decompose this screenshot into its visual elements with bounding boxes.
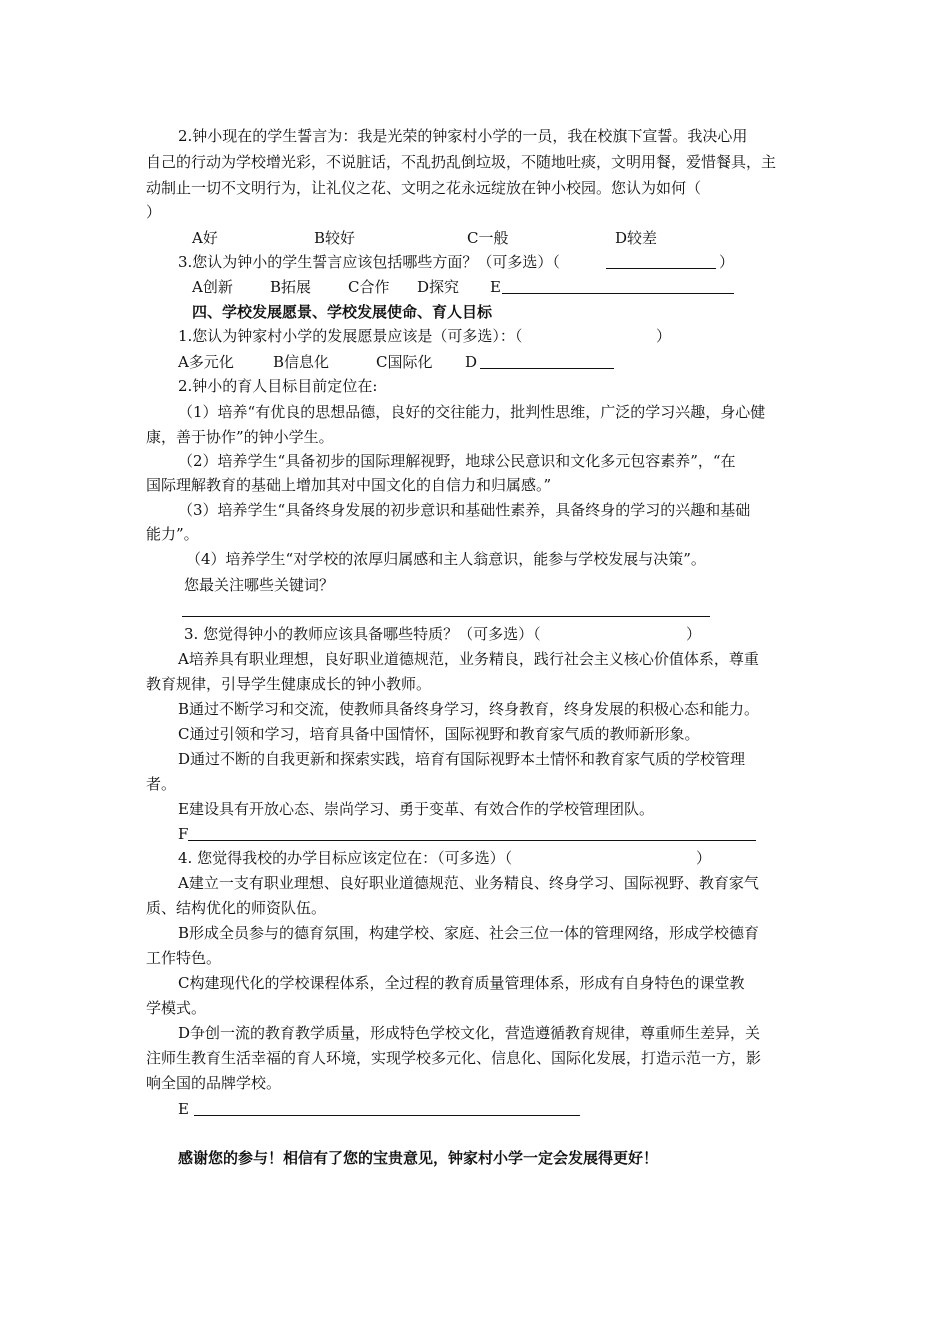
q2-option-d[interactable]: D较差 xyxy=(615,229,658,247)
s4-q4-option-e-blank[interactable] xyxy=(194,1115,580,1116)
q3-question: 3.您认为钟小的学生誓言应该包括哪些方面？（可多选）（ xyxy=(178,253,560,271)
q3-option-b[interactable]: B拓展 xyxy=(270,278,312,296)
q3-option-d[interactable]: D探究 xyxy=(417,278,460,296)
s4-q2-item-1-line-2: 康，善于协作”的钟小学生。 xyxy=(146,428,334,446)
s4-q4-option-b-line-1[interactable]: B形成全员参与的德育氛围，构建学校、家庭、社会三位一体的管理网络，形成学校德育 xyxy=(178,924,760,942)
s4-q1-option-d[interactable]: D xyxy=(465,353,478,371)
q3-option-c[interactable]: C合作 xyxy=(348,278,390,296)
s4-q3-option-c[interactable]: C通过引领和学习，培育具备中国情怀，国际视野和教育家气质的教师新形象。 xyxy=(178,725,700,743)
q2-option-a[interactable]: A好 xyxy=(192,229,218,247)
s4-q4-close-paren: ） xyxy=(696,849,712,867)
q2-oath-line-3: 动制止一切不文明行为，让礼仪之花、文明之花永远绽放在钟小校园。您认为如何（ xyxy=(146,179,702,197)
s4-q3-option-f-blank[interactable] xyxy=(188,840,756,841)
s4-q3-option-f[interactable]: F xyxy=(178,825,189,843)
s4-q1-close-paren: ） xyxy=(656,327,672,345)
s4-q3-option-d-line-1[interactable]: D通过不断的自我更新和探索实践，培育有国际视野本土情怀和教育家气质的学校管理 xyxy=(178,750,746,768)
s4-q4-option-d-line-3: 响全国的品牌学校。 xyxy=(146,1074,282,1092)
q3-option-e-blank[interactable] xyxy=(502,293,734,294)
q3-close-paren: ） xyxy=(719,253,735,271)
s4-q4-option-b-line-2: 工作特色。 xyxy=(146,949,222,967)
s4-q2-keyword-blank[interactable] xyxy=(182,616,710,617)
s4-q3-close-paren: ） xyxy=(686,625,702,643)
s4-q3-option-b[interactable]: B通过不断学习和交流，使教师具备终身学习，终身教育，终身发展的积极心态和能力。 xyxy=(178,700,760,718)
s4-q2-item-2-line-2: 国际理解教育的基础上增加其对中国文化的自信力和归属感。” xyxy=(146,476,552,494)
s4-q4-option-c-line-2: 学模式。 xyxy=(146,999,207,1017)
s4-q4-option-e[interactable]: E xyxy=(178,1100,189,1118)
s4-q4-option-d-line-2: 注师生教育生活幸福的育人环境，实现学校多元化、信息化、国际化发展，打造示范一方，影 xyxy=(146,1049,762,1067)
q2-option-c[interactable]: C一般 xyxy=(467,229,509,247)
s4-q1-option-d-blank[interactable] xyxy=(480,368,614,369)
s4-q4-option-a-line-2: 质、结构优化的师资队伍。 xyxy=(146,899,327,917)
s4-q3-option-e[interactable]: E建设具有开放心态、崇尚学习、勇于变革、有效合作的学校管理团队。 xyxy=(178,800,654,818)
s4-q2-item-3-line-2: 能力”。 xyxy=(146,525,199,543)
s4-q2-item-1-line-1: （1）培养“有优良的思想品德，良好的交往能力，批判性思维，广泛的学习兴趣，身心健 xyxy=(178,403,766,421)
s4-q2-intro: 2.钟小的育人目标目前定位在: xyxy=(178,377,378,395)
s4-q4-option-a-line-1[interactable]: A建立一支有职业理想、良好职业道德规范、业务精良、终身学习、国际视野、教育家气 xyxy=(178,874,759,892)
s4-q3-option-a-line-1[interactable]: A培养具有职业理想，良好职业道德规范，业务精良，践行社会主义核心价值体系，尊重 xyxy=(178,650,759,668)
q2-close-paren: ） xyxy=(146,203,162,221)
s4-q2-item-3-line-1: （3）培养学生“具备终身发展的初步意识和基础性素养，具备终身的学习的兴趣和基础 xyxy=(178,501,751,519)
s4-q2-item-4: （4）培养学生“对学校的浓厚归属感和主人翁意识，能参与学校发展与决策”。 xyxy=(186,550,706,568)
q2-oath-line-2: 自己的行动为学校增光彩，不说脏话，不乱扔乱倒垃圾，不随地吐痰，文明用餐，爱惜餐具，主 xyxy=(146,153,777,171)
q3-option-e[interactable]: E xyxy=(490,278,501,296)
q3-answer-blank[interactable] xyxy=(606,268,716,269)
q3-option-a[interactable]: A创新 xyxy=(192,278,233,296)
s4-q4-question: 4. 您觉得我校的办学目标应该定位在：（可多选）（ xyxy=(178,849,513,867)
s4-q1-question: 1.您认为钟家村小学的发展愿景应该是（可多选）：（ xyxy=(178,327,523,345)
s4-q2-keyword-prompt: 您最关注哪些关键词？ xyxy=(184,576,335,594)
section-4-title: 四、学校发展愿景、学校发展使命、育人目标 xyxy=(192,303,493,321)
closing-thanks: 感谢您的参与！相信有了您的宝贵意见，钟家村小学一定会发展得更好！ xyxy=(178,1149,659,1167)
s4-q1-option-b[interactable]: B信息化 xyxy=(273,353,330,371)
s4-q3-option-d-line-2: 者。 xyxy=(146,775,177,793)
s4-q4-option-c-line-1[interactable]: C构建现代化的学校课程体系，全过程的教育质量管理体系，形成有自身特色的课堂教 xyxy=(178,974,745,992)
s4-q2-item-2-line-1: （2）培养学生“具备初步的国际理解视野，地球公民意识和文化多元包容素养”，“在 xyxy=(178,452,736,470)
s4-q1-option-a[interactable]: A多元化 xyxy=(178,353,234,371)
s4-q1-option-c[interactable]: C国际化 xyxy=(376,353,433,371)
s4-q3-question: 3. 您觉得钟小的教师应该具备哪些特质？（可多选）（ xyxy=(184,625,541,643)
q2-oath-line-1: 2.钟小现在的学生誓言为：我是光荣的钟家村小学的一员，我在校旗下宣誓。我决心用 xyxy=(178,127,748,145)
s4-q3-option-a-line-2: 教育规律，引导学生健康成长的钟小教师。 xyxy=(146,675,432,693)
s4-q4-option-d-line-1[interactable]: D争创一流的教育教学质量，形成特色学校文化，营造遵循教育规律，尊重师生差异，关 xyxy=(178,1024,761,1042)
q2-option-b[interactable]: B较好 xyxy=(314,229,356,247)
